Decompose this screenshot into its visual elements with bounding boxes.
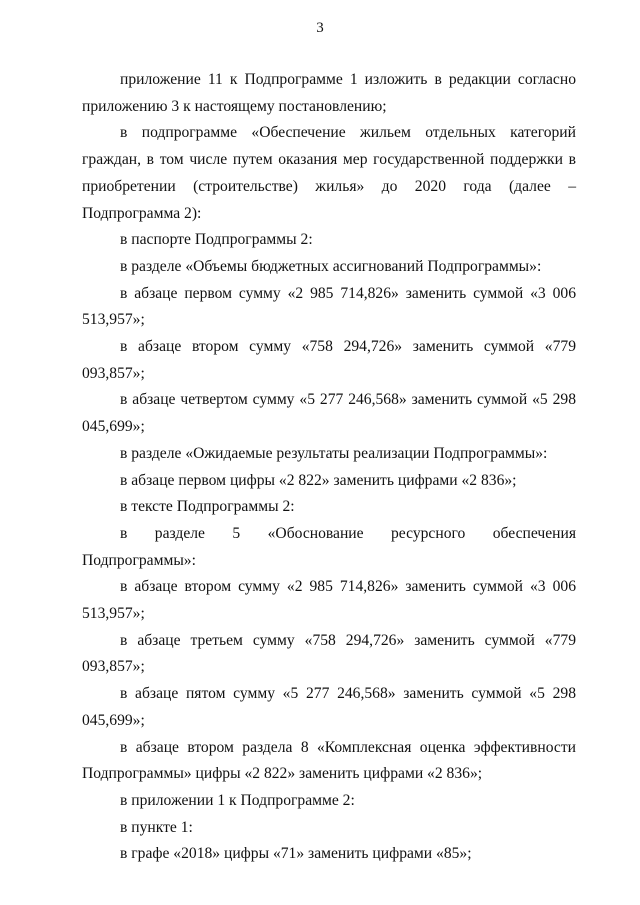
paragraph-section-5: в разделе 5 «Обоснование ресурсного обеспечения Подпрограммы»: bbox=[82, 524, 576, 569]
paragraph-text-subprogram: в тексте Подпрограммы 2: bbox=[120, 498, 295, 516]
paragraph-results-first: в абзаце первом цифры «2 822» заменить цифрами «2 836»; bbox=[120, 471, 517, 489]
paragraph-budget-section: в разделе «Объемы бюджетных ассигнований Подпрограммы»: bbox=[120, 257, 542, 275]
paragraph-item-1: в пункте 1: bbox=[120, 818, 193, 836]
paragraph-section-5-fifth: в абзаце пятом сумму «5 277 246,568» заменить суммой «5 298 045,699»; bbox=[82, 685, 576, 729]
paragraph-budget-fourth: в абзаце четвертом сумму «5 277 246,568» заменить суммой «5 298 045,699»; bbox=[82, 391, 576, 436]
paragraph-column-2018: в графе «2018» цифры «71» заменить цифрами «85»; bbox=[120, 845, 472, 863]
paragraph-passport: в паспорте Подпрограммы 2: bbox=[120, 231, 313, 249]
paragraph-appendix-11: приложение 11 к Подпрограмме 1 изложить в редакции согласно приложению 3 к настоящему постановлению; bbox=[82, 71, 576, 115]
page-number: 3 bbox=[316, 20, 324, 36]
paragraph-section-5-third: в абзаце третьем сумму «758 294,726» заменить суммой «779 093,857»; bbox=[82, 631, 576, 676]
paragraph-budget-first: в абзаце первом сумму «2 985 714,826» заменить суммой «3 006 513,957»; bbox=[82, 284, 576, 329]
paragraph-results-section: в разделе «Ожидаемые результаты реализации Подпрограммы»: bbox=[120, 444, 548, 462]
paragraph-section-8: в абзаце втором раздела 8 «Комплексная оценка эффективности Подпрограммы» цифры «2 822» заменить цифрами «2 836»; bbox=[82, 738, 576, 783]
paragraph-subprogram-2-intro: в подпрограмме «Обеспечение жильем отдельных категорий граждан, в том числе путем оказания мер государственной поддержки в приобретении (строительстве) жилья» до 2020 года (далее – Подпрограмма 2): bbox=[82, 124, 576, 222]
paragraph-budget-second: в абзаце втором сумму «758 294,726» заменить суммой «779 093,857»; bbox=[82, 338, 576, 382]
paragraph-appendix-1: в приложении 1 к Подпрограмме 2: bbox=[120, 791, 355, 809]
paragraph-section-5-second: в абзаце втором сумму «2 985 714,826» заменить суммой «3 006 513,957»; bbox=[82, 578, 576, 623]
document-body bbox=[82, 67, 576, 868]
